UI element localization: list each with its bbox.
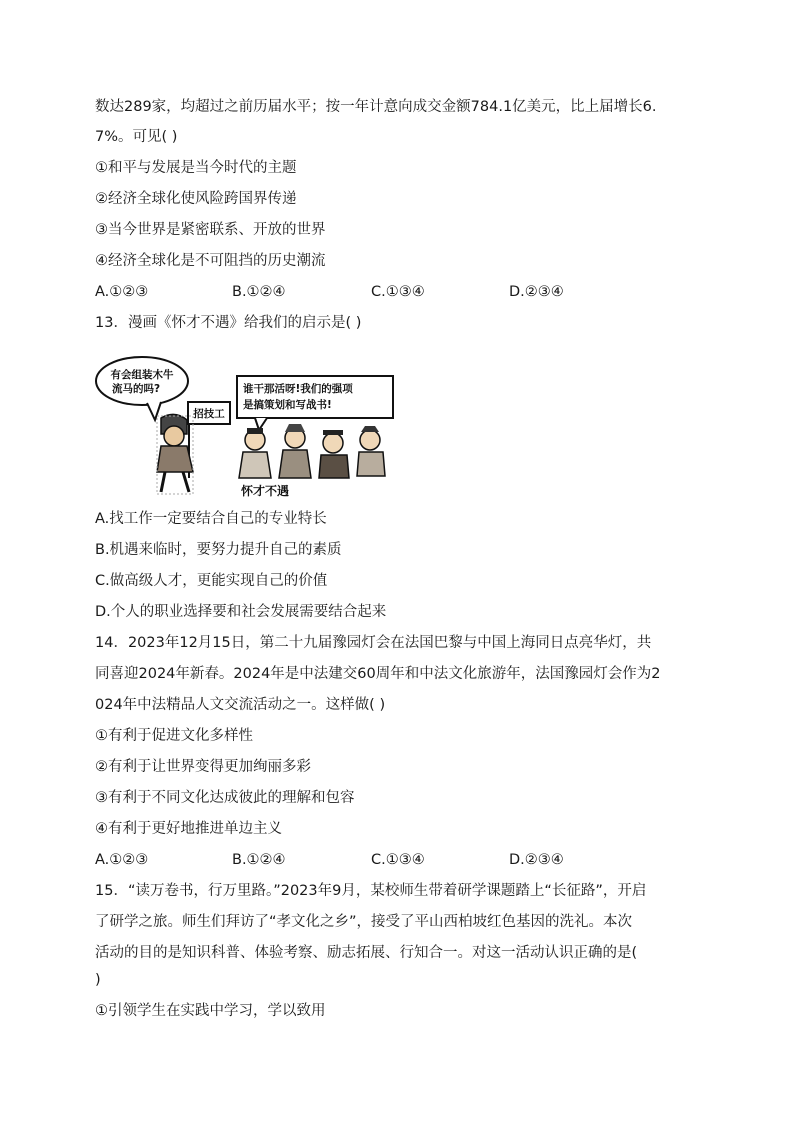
q14-option-c[interactable]: C.①③④ — [371, 852, 425, 868]
q12-option-a[interactable]: A.①②③ — [95, 284, 149, 300]
sign-board — [188, 402, 230, 478]
q15-stem-line-1: 15．“读万卷书，行万里路。”2023年9月，某校师生带着研学课题踏上“长征路”，开启 — [95, 883, 647, 899]
q14-option-d[interactable]: D.②③④ — [509, 852, 564, 868]
q14-item-3: ③有利于不同文化达成彼此的理解和包容 — [95, 790, 355, 806]
speech-left-line-1: 有会组装木牛 — [110, 369, 174, 381]
q12-item-1: ①和平与发展是当今时代的主题 — [95, 160, 297, 176]
q14-item-1: ①有利于促进文化多样性 — [95, 728, 253, 744]
q14-item-2: ②有利于让世界变得更加绚丽多彩 — [95, 759, 311, 775]
q12-stem-line-1: 数达289家，均超过之前历届水平；按一年计意向成交金额784.1亿美元，比上届增长6. — [95, 99, 657, 115]
speech-box-right — [237, 376, 393, 430]
q15-item-1: ①引领学生在实践中学习，学以致用 — [95, 1003, 326, 1019]
q12-option-b[interactable]: B.①②④ — [232, 284, 286, 300]
q12-item-4: ④经济全球化是不可阻挡的历史潮流 — [95, 253, 326, 269]
q14-item-4: ④有利于更好地推进单边主义 — [95, 821, 282, 837]
speech-right-line-1: 谁干那活呀!我们的强项 — [243, 383, 353, 395]
q12-item-2: ②经济全球化使风险跨国界传递 — [95, 191, 297, 207]
q15-stem-line-3: 活动的目的是知识科普、体验考察、励志拓展、行知合一。对这一活动认识正确的是( — [95, 945, 638, 961]
recruiter-figure — [157, 414, 193, 494]
cartoon-caption: 怀才不遇 — [241, 484, 290, 498]
q13-option-d[interactable]: D.个人的职业选择要和社会发展需要结合起来 — [95, 604, 387, 620]
cartoon-image — [95, 348, 405, 498]
q13-option-b[interactable]: B.机遇来临时，要努力提升自己的素质 — [95, 542, 342, 558]
q14-stem-line-1: 14．2023年12月15日，第二十九届豫园灯会在法国巴黎与中国上海同日点亮华灯，共 — [95, 635, 652, 651]
q14-stem-line-2: 同喜迎2024年新春。2024年是中法建交60周年和中法文化旅游年，法国豫园灯会作为2 — [95, 666, 661, 682]
q12-item-3: ③当今世界是紧密联系、开放的世界 — [95, 222, 326, 238]
q14-option-b[interactable]: B.①②④ — [232, 852, 286, 868]
q15-stem-line-2: 了研学之旅。师生们拜访了“孝文化之乡”，接受了平山西柏坡红色基因的洗礼。本次 — [95, 914, 633, 930]
scholars-figures — [239, 424, 385, 478]
q15-stem-line-4: ) — [95, 972, 101, 988]
q14-stem-line-3: 024年中法精品人文交流活动之一。这样做( ) — [95, 697, 386, 713]
q12-option-c[interactable]: C.①③④ — [371, 284, 425, 300]
speech-left-line-2: 流马的吗? — [111, 383, 161, 395]
q13-option-a[interactable]: A.找工作一定要结合自己的专业特长 — [95, 511, 327, 527]
q12-option-d[interactable]: D.②③④ — [509, 284, 564, 300]
q13-stem: 13．漫画《怀才不遇》给我们的启示是( ) — [95, 315, 362, 331]
q14-options — [95, 850, 705, 870]
q14-option-a[interactable]: A.①②③ — [95, 852, 149, 868]
sign-text: 招技工 — [193, 408, 225, 420]
q12-stem-line-2: 7%。可见( ) — [95, 129, 178, 145]
speech-bubble-left — [96, 357, 188, 420]
q12-options — [95, 282, 705, 302]
q13-option-c[interactable]: C.做高级人才，更能实现自己的价值 — [95, 573, 328, 589]
speech-right-line-2: 是搞策划和写战书! — [243, 399, 332, 411]
